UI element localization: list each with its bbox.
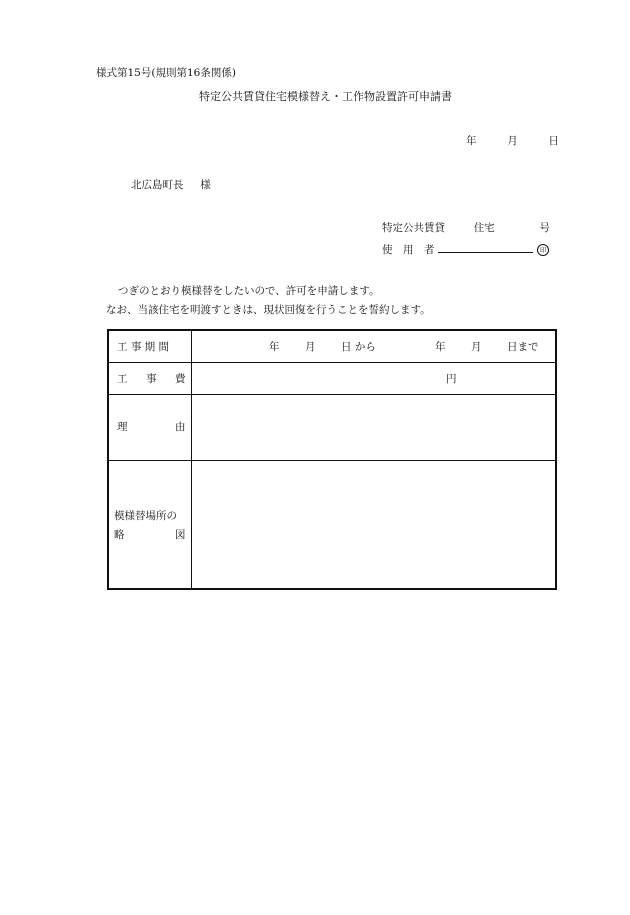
table-row-divider [109, 460, 555, 461]
document-title: 特定公共賃貸住宅模様替え・工作物設置許可申請書 [199, 90, 452, 103]
user-line [382, 241, 549, 257]
reason-label-1: 理 [117, 421, 128, 433]
period-from-year: 年 [269, 341, 280, 353]
body-line-1: つぎのとおり模様替をしたいので、許可を申請します。 [118, 285, 380, 297]
cost-label-2: 事 [146, 373, 157, 385]
period-from-day: 日 から [341, 341, 376, 353]
housing-suffix: 住宅 [473, 222, 495, 234]
table-row-divider [109, 362, 555, 363]
application-table [107, 329, 557, 590]
housing-line [382, 222, 550, 235]
table-row-divider [109, 394, 555, 395]
period-to-month: 月 [471, 341, 482, 353]
user-name-field[interactable] [438, 241, 533, 253]
sketch-label-line1: 模様替場所の [114, 510, 177, 522]
reason-label-2: 由 [175, 421, 186, 433]
date-year: 年 [466, 135, 477, 147]
seal-mark: 印 [537, 244, 549, 256]
period-to-year: 年 [435, 341, 446, 353]
housing-prefix: 特定公共賃貸 [382, 222, 445, 234]
addressee-name: 北広島町長 [131, 179, 184, 191]
form-number: 様式第15号(規則第16条関係) [96, 67, 236, 79]
period-from-month: 月 [305, 341, 316, 353]
user-label: 使 用 者 [382, 244, 435, 256]
period-to-day: 日まで [507, 341, 539, 353]
cost-unit: 円 [446, 373, 457, 385]
date-line [466, 135, 559, 148]
period-label: 工 事 期 間 [117, 341, 170, 353]
body-line-2: なお、当該住宅を明渡すときは、現状回復を行うことを誓約します。 [106, 304, 431, 316]
cost-label-3: 費 [175, 373, 186, 385]
sketch-label-2a: 略 [114, 529, 125, 541]
date-day: 日 [548, 135, 559, 147]
sketch-label-2b: 図 [175, 529, 186, 541]
date-month: 月 [507, 135, 518, 147]
addressee [131, 179, 211, 192]
cost-label-1: 工 [117, 373, 128, 385]
addressee-honorific: 様 [200, 179, 211, 191]
number-suffix: 号 [539, 222, 550, 234]
